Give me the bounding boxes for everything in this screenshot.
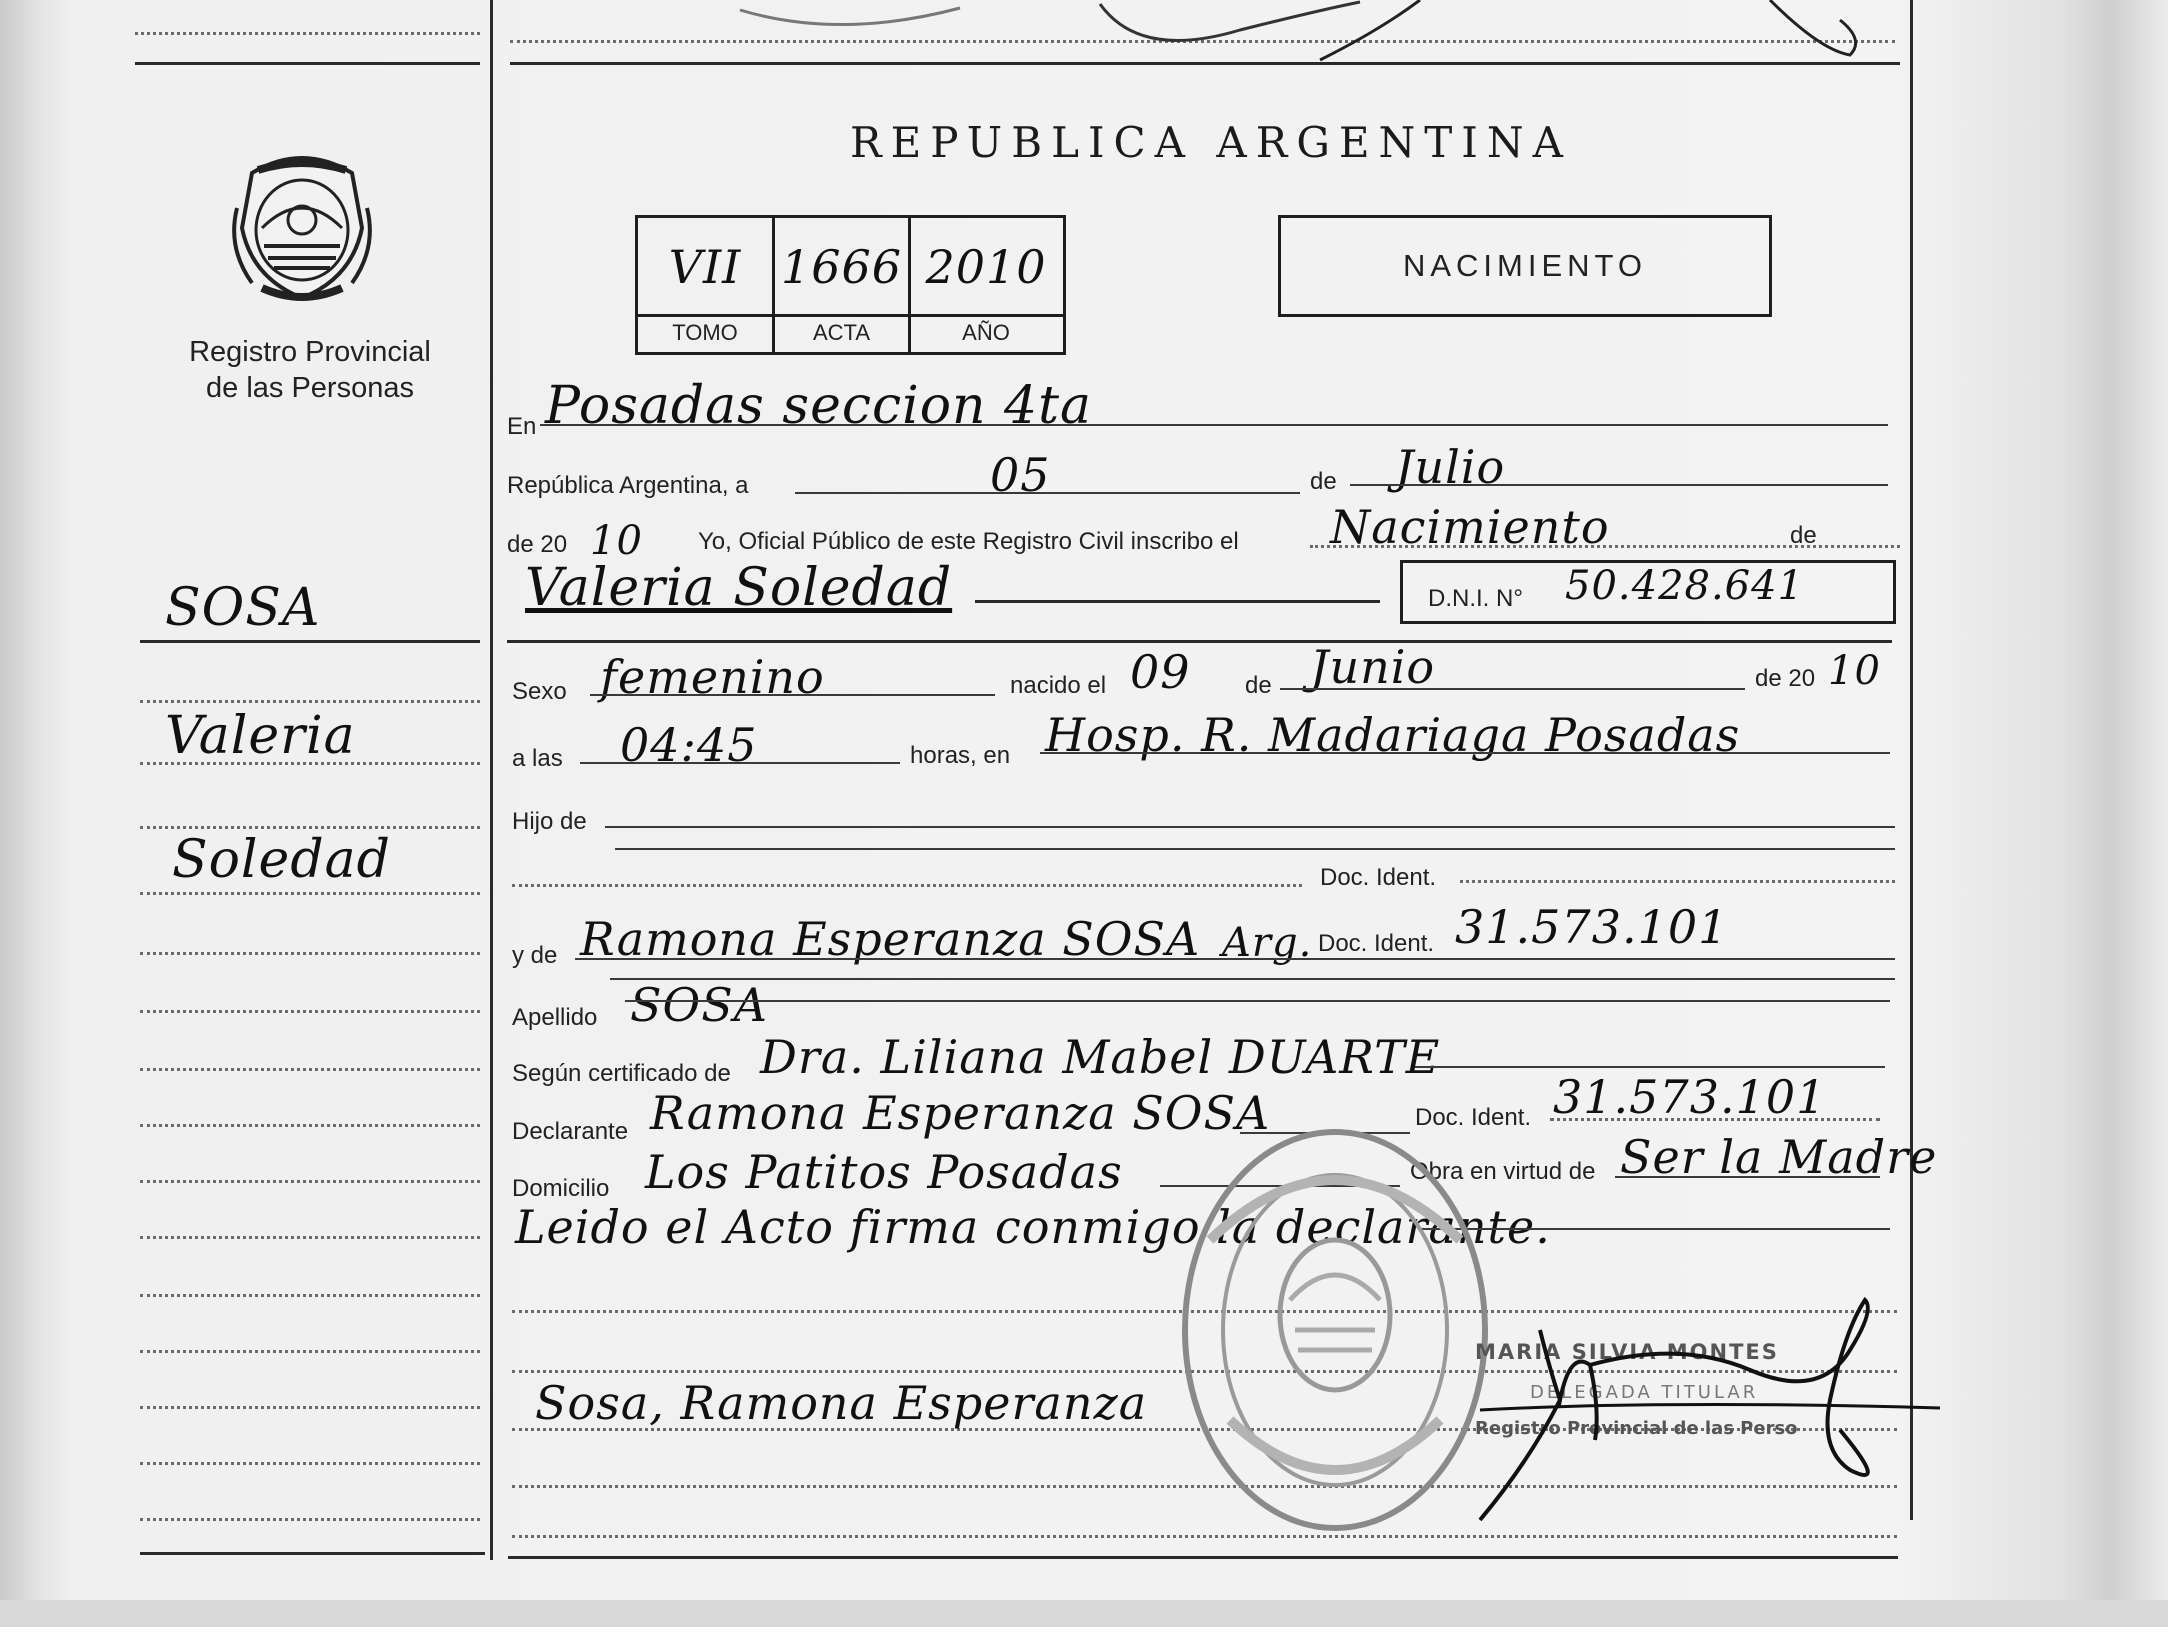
child-row-rule xyxy=(507,640,1892,643)
birth-year: 10 xyxy=(1828,648,1881,694)
month-value: Julio xyxy=(1395,440,1506,494)
top-rule-left xyxy=(135,62,480,65)
birth-month-rule xyxy=(1280,688,1745,690)
registry-name-line1: Registro Provincial xyxy=(189,336,431,368)
tomo-value: VII xyxy=(668,240,742,294)
place-rule xyxy=(1040,752,1890,754)
hijo-label: Hijo de xyxy=(512,808,587,835)
left-dotted-15 xyxy=(140,1518,480,1521)
column-divider xyxy=(490,0,493,1560)
birth-year-prefix: de 20 xyxy=(1755,665,1816,692)
apellido-rule xyxy=(625,1000,1890,1002)
certificado-label: Según certificado de xyxy=(512,1060,731,1087)
mother-value: Ramona Esperanza SOSA xyxy=(580,912,1201,966)
domicilio-label: Domicilio xyxy=(512,1175,610,1202)
country-title: REPUBLICA ARGENTINA xyxy=(850,118,1572,167)
anio-value: 2010 xyxy=(925,240,1047,294)
father-doc-rule-left xyxy=(512,884,1302,887)
top-dotted-line-left xyxy=(135,32,480,35)
doc-ident-label3: Doc. Ident. xyxy=(1415,1104,1532,1131)
stamp-office: Registro Provincial de las Perso xyxy=(1475,1418,1798,1439)
certificado-rule xyxy=(1415,1066,1885,1068)
tomo-label: TOMO xyxy=(672,320,738,345)
obra-rule xyxy=(1615,1176,1880,1178)
birth-day: 09 xyxy=(1130,645,1191,699)
act-type: NACIMIENTO xyxy=(1402,248,1648,283)
acta-label: ACTA xyxy=(812,320,871,345)
year-prefix: de 20 xyxy=(507,531,568,558)
apellido-value: SOSA xyxy=(630,978,768,1032)
left-dotted-1 xyxy=(140,700,480,703)
left-dotted-10 xyxy=(140,1236,480,1239)
acta-value: 1666 xyxy=(780,240,903,294)
left-surname: SOSA xyxy=(165,578,321,638)
year-value: 10 xyxy=(590,518,643,564)
mother-doc: 31.573.101 xyxy=(1455,900,1729,954)
left-first-name: Valeria xyxy=(165,706,356,766)
anio-label: AÑO xyxy=(962,320,1010,345)
father-doc-rule-right xyxy=(1460,880,1895,883)
apellido-label: Apellido xyxy=(512,1004,598,1031)
act-type-box xyxy=(1278,215,1772,317)
left-dotted-2 xyxy=(140,762,480,765)
dni-value: 50.428.641 xyxy=(1565,563,1805,609)
obra-value: Ser la Madre xyxy=(1620,1130,1938,1184)
day-value: 05 xyxy=(990,448,1051,502)
declarante-doc-rule xyxy=(1550,1118,1880,1121)
misiones-province-seal-icon xyxy=(222,148,382,308)
record-number-box xyxy=(635,215,1066,355)
stamp-name: MARIA SILVIA MONTES xyxy=(1475,1340,1779,1364)
sexo-label: Sexo xyxy=(512,678,567,705)
officer-signature xyxy=(1420,1290,1960,1540)
de-label2: de xyxy=(1790,522,1817,549)
left-dotted-11 xyxy=(140,1294,480,1297)
declarante-value: Ramona Esperanza SOSA xyxy=(650,1086,1271,1140)
stamp-role: DELEGADA TITULAR xyxy=(1530,1382,1759,1403)
month-rule xyxy=(1350,484,1888,486)
place-value: Hosp. R. Madariaga Posadas xyxy=(1045,708,1741,762)
en-value: Posadas seccion 4ta xyxy=(545,376,1093,436)
en-rule xyxy=(540,424,1888,426)
en-label: En xyxy=(507,413,537,440)
certificado-value: Dra. Liliana Mabel DUARTE xyxy=(760,1030,1441,1084)
doc-ident-label: Doc. Ident. xyxy=(1320,864,1437,891)
de-label: de xyxy=(1310,468,1337,495)
time-value: 04:45 xyxy=(620,718,758,772)
left-second-name: Soledad xyxy=(172,830,391,890)
day-rule xyxy=(795,492,1300,494)
child-name-rule xyxy=(975,600,1380,603)
left-bottom-rule xyxy=(140,1552,485,1555)
left-dotted-5 xyxy=(140,952,480,955)
left-dotted-8 xyxy=(140,1124,480,1127)
dni-label: D.N.I. N° xyxy=(1428,585,1523,612)
a-las-label: a las xyxy=(512,745,563,772)
dni-box xyxy=(1400,560,1896,624)
declarante-label: Declarante xyxy=(512,1118,629,1145)
child-name: Valeria Soledad xyxy=(525,558,953,618)
nacido-label: nacido el xyxy=(1010,672,1107,699)
left-dotted-7 xyxy=(140,1068,480,1071)
left-dotted-14 xyxy=(140,1462,480,1465)
left-dotted-6 xyxy=(140,1010,480,1013)
republica-label: República Argentina, a xyxy=(507,472,749,499)
leido-text: Leido el Acto firma conmigo la declarante. xyxy=(515,1200,1551,1254)
y-de-label: y de xyxy=(512,942,558,969)
hijo-rule-2 xyxy=(615,848,1895,850)
left-dotted-12 xyxy=(140,1350,480,1353)
de-label3: de xyxy=(1245,672,1272,699)
birth-month: Junio xyxy=(1310,640,1436,694)
officer-text: Yo, Oficial Público de este Registro Civil inscribo el xyxy=(698,528,1239,555)
sexo-rule xyxy=(590,694,995,696)
declarante-doc: 31.573.101 xyxy=(1553,1070,1827,1124)
registry-name-line2: de las Personas xyxy=(206,372,414,404)
previous-record-signature xyxy=(720,0,1870,70)
left-dotted-9 xyxy=(140,1180,480,1183)
time-rule xyxy=(580,762,900,764)
horas-label: horas, en xyxy=(910,742,1011,769)
bottom-rule xyxy=(508,1556,1898,1559)
domicilio-value: Los Patitos Posadas xyxy=(645,1145,1123,1199)
mother-rule xyxy=(575,958,1895,960)
hijo-rule-1 xyxy=(605,826,1895,828)
left-dotted-13 xyxy=(140,1406,480,1409)
mother-rule-2 xyxy=(610,978,1895,980)
event-value: Nacimiento xyxy=(1330,500,1610,554)
page-bottom-edge xyxy=(0,1600,2168,1627)
left-dotted-4 xyxy=(140,892,480,895)
obra-label: Obra en virtud de xyxy=(1410,1158,1596,1185)
declarant-signature-name: Sosa, Ramona Esperanza xyxy=(535,1376,1148,1430)
left-dotted-3 xyxy=(140,826,480,829)
mother-nationality: Arg. xyxy=(1222,920,1313,966)
left-surname-rule xyxy=(140,640,480,643)
sexo-value: femenino xyxy=(600,650,825,704)
doc-ident-label2: Doc. Ident. xyxy=(1318,930,1435,957)
